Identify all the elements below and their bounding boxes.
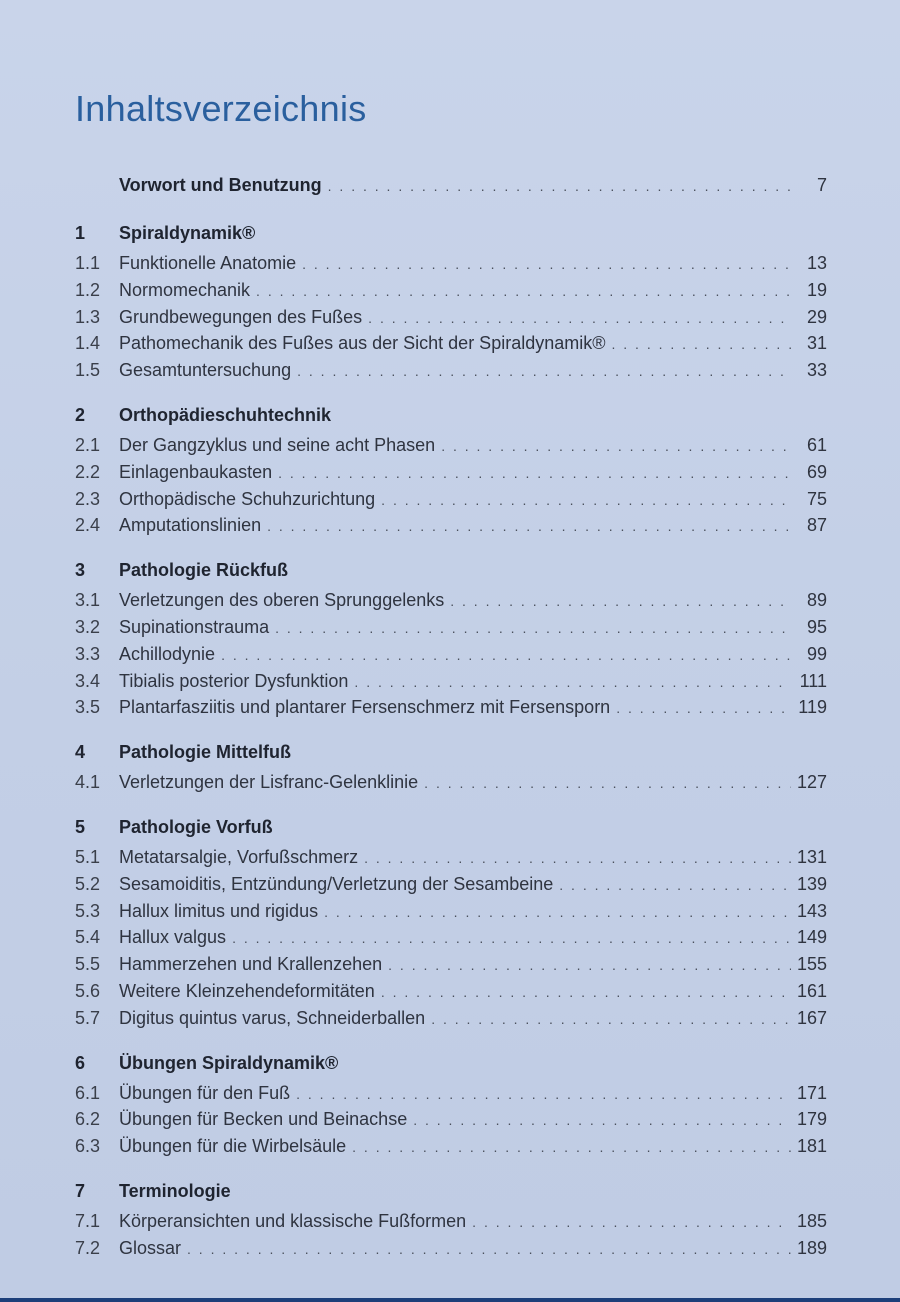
toc-entry-title: Pathomechanik des Fußes aus der Sicht der Spiraldynamik® xyxy=(119,333,606,354)
toc-page-number: 131 xyxy=(796,846,827,867)
toc-entry-number: 2.4 xyxy=(75,515,101,536)
toc-entry xyxy=(75,641,827,668)
toc-chapter-section xyxy=(75,814,827,1032)
toc-entry-title: Weitere Kleinzehendeformitäten xyxy=(119,980,375,1001)
toc-leader-dots xyxy=(616,695,791,722)
toc-entry xyxy=(75,512,827,539)
toc-chapter-heading xyxy=(75,402,827,432)
toc-entry xyxy=(75,951,827,978)
toc-entry-number: 5.2 xyxy=(75,873,101,894)
toc-entry xyxy=(75,769,827,796)
toc-entry-number: 5.6 xyxy=(75,980,101,1001)
toc-chapter-section xyxy=(75,739,827,796)
toc-entry-title: Glossar xyxy=(119,1237,182,1258)
toc-chapter-title: Pathologie Vorfuß xyxy=(119,816,273,837)
toc-entry-number: 5.7 xyxy=(75,1007,101,1028)
toc-entry-number: 1.5 xyxy=(75,360,101,381)
toc-leader-dots xyxy=(297,358,791,385)
toc-page-number: 179 xyxy=(796,1109,827,1130)
toc-page-number: 89 xyxy=(806,590,827,611)
toc-entry-title: Metatarsalgie, Vorfußschmerz xyxy=(119,846,359,867)
toc-entry-number: 3.1 xyxy=(75,590,101,611)
toc-entry-number: 6.1 xyxy=(75,1082,101,1103)
toc-entry-number: 7.1 xyxy=(75,1210,101,1231)
toc-entry-number: 2.2 xyxy=(75,461,101,482)
toc-page-number: 19 xyxy=(806,279,827,300)
toc-page-number: 29 xyxy=(806,306,827,327)
toc-entry-number: 1.2 xyxy=(75,279,101,300)
toc-entry-title: Der Gangzyklus und seine acht Phasen xyxy=(119,434,436,455)
toc-entry xyxy=(75,250,827,277)
toc-chapter-heading xyxy=(75,1050,827,1080)
toc-page-number: 185 xyxy=(796,1210,827,1231)
toc-chapter-number: 5 xyxy=(75,816,86,837)
toc-page-number: 99 xyxy=(806,643,827,664)
toc-page-number: 87 xyxy=(806,515,827,536)
toc-entry-number: 5.1 xyxy=(75,846,101,867)
toc-leader-dots xyxy=(431,1006,791,1033)
toc-entry-title: Digitus quintus varus, Schneiderballen xyxy=(119,1007,426,1028)
toc-leader-dots xyxy=(472,1209,791,1236)
toc-entry-title: Grundbewegungen des Fußes xyxy=(119,306,363,327)
toc-chapter-title: Pathologie Rückfuß xyxy=(119,560,289,581)
toc-chapter-title: Terminologie xyxy=(119,1180,231,1201)
page-edge xyxy=(0,1298,900,1302)
toc-page-number: 75 xyxy=(806,488,827,509)
toc-leader-dots xyxy=(352,1134,791,1161)
toc-leader-dots xyxy=(424,770,791,797)
toc-page-number: 111 xyxy=(799,670,827,691)
toc-label: Vorwort und Benutzung xyxy=(119,175,322,195)
toc-chapter-section xyxy=(75,1050,827,1160)
toc-leader-dots xyxy=(368,305,791,332)
toc-chapter-heading xyxy=(75,1178,827,1208)
toc-chapter-section xyxy=(75,220,827,384)
toc-page-number: 7 xyxy=(816,175,827,195)
toc-leader-dots xyxy=(256,278,791,305)
toc-page-number: 171 xyxy=(796,1082,827,1103)
toc-entry xyxy=(75,668,827,695)
toc-entry-title: Hallux valgus xyxy=(119,927,227,948)
toc-leader-dots xyxy=(187,1236,791,1263)
toc-entry-number: 2.3 xyxy=(75,488,101,509)
toc-leader-dots xyxy=(413,1107,791,1134)
toc-entry-number: 3.4 xyxy=(75,670,101,691)
page-title: Inhaltsverzeichnis xyxy=(75,88,367,129)
toc-entry-number: 4.1 xyxy=(75,772,101,793)
toc-chapter-title: Übungen Spiraldynamik® xyxy=(119,1052,339,1073)
toc-leader-dots xyxy=(232,925,791,952)
toc-entry-number: 2.1 xyxy=(75,434,101,455)
toc-entry xyxy=(75,587,827,614)
toc-page-number: 119 xyxy=(798,697,827,718)
toc-page-number: 127 xyxy=(796,772,827,793)
toc-entry-title: Einlagenbaukasten xyxy=(119,461,273,482)
toc-chapter-number: 6 xyxy=(75,1052,86,1073)
toc-page-number: 167 xyxy=(796,1007,827,1028)
toc-leader-dots xyxy=(559,872,791,899)
toc-leader-dots xyxy=(278,460,791,487)
toc-leader-dots xyxy=(302,251,791,278)
toc-preface-section xyxy=(75,172,827,202)
toc-entry-title: Hammerzehen und Krallenzehen xyxy=(119,954,383,975)
toc-page-number: 33 xyxy=(806,360,827,381)
toc-leader-dots xyxy=(450,588,791,615)
toc-leader-dots xyxy=(275,615,791,642)
toc-entry-number: 3.5 xyxy=(75,697,101,718)
toc-entry-title: Sesamoiditis, Entzündung/Verletzung der Sesambeine xyxy=(119,873,554,894)
toc-chapter-number: 7 xyxy=(75,1180,86,1201)
toc-entry xyxy=(75,277,827,304)
toc-entry xyxy=(75,1208,827,1235)
toc-entry xyxy=(75,694,827,721)
toc-leader-dots xyxy=(381,979,791,1006)
toc-page-number: 95 xyxy=(806,616,827,637)
toc-page-number: 69 xyxy=(806,461,827,482)
toc-page-number: 149 xyxy=(796,927,827,948)
toc-entry-title: Hallux limitus und rigidus xyxy=(119,900,319,921)
toc-chapter-heading xyxy=(75,557,827,587)
toc-page-number: 143 xyxy=(796,900,827,921)
toc-leader-dots xyxy=(612,331,792,358)
toc-entry-title: Verletzungen der Lisfranc-Gelenklinie xyxy=(119,772,419,793)
toc-chapter-heading xyxy=(75,220,827,250)
toc-entry xyxy=(75,486,827,513)
toc-entry xyxy=(75,1235,827,1262)
toc-entry-title: Tibialis posterior Dysfunktion xyxy=(119,670,349,691)
toc-entry xyxy=(75,357,827,384)
toc-entry-number: 7.2 xyxy=(75,1237,101,1258)
toc-chapter-heading xyxy=(75,814,827,844)
toc-chapter-section xyxy=(75,402,827,539)
toc-entry-number: 6.2 xyxy=(75,1109,101,1130)
toc-entry xyxy=(75,330,827,357)
toc-leader-dots xyxy=(388,952,791,979)
toc-chapter-section xyxy=(75,557,827,721)
toc-preface-row xyxy=(75,172,827,202)
toc-chapter-title: Pathologie Mittelfuß xyxy=(119,742,291,763)
toc-chapter-title: Spiraldynamik® xyxy=(119,223,256,243)
toc-leader-dots xyxy=(381,487,791,514)
toc-entry-number: 5.3 xyxy=(75,900,101,921)
toc-entry xyxy=(75,844,827,871)
toc-entry xyxy=(75,978,827,1005)
toc-leader-dots xyxy=(328,173,791,200)
toc-entry-number: 5.5 xyxy=(75,954,101,975)
toc-page-number: 181 xyxy=(796,1136,827,1157)
toc-entry-number: 1.4 xyxy=(75,333,101,354)
toc-entry-title: Körperansichten und klassische Fußformen xyxy=(119,1210,467,1231)
toc-entry-number: 1.1 xyxy=(75,253,101,273)
toc-leader-dots xyxy=(267,513,791,540)
toc-entry-title: Übungen für den Fuß xyxy=(119,1082,291,1103)
toc-entry-number: 6.3 xyxy=(75,1136,101,1157)
toc-entry xyxy=(75,459,827,486)
toc-entry-title: Verletzungen des oberen Sprunggelenks xyxy=(119,590,445,611)
toc-chapter-heading xyxy=(75,739,827,769)
toc-entry-number: 3.3 xyxy=(75,643,101,664)
toc-entry-title: Funktionelle Anatomie xyxy=(119,253,297,273)
toc-chapter-title: Orthopädieschuhtechnik xyxy=(119,404,332,425)
toc-entry-title: Plantarfasziitis und plantarer Fersenschmerz mit Fersensporn xyxy=(119,697,611,718)
toc-entry-title: Achillodynie xyxy=(119,643,216,664)
toc-page-number: 155 xyxy=(796,954,827,975)
toc-entry-number: 3.2 xyxy=(75,616,101,637)
toc-leader-dots xyxy=(364,845,791,872)
toc-page-number: 13 xyxy=(806,253,827,273)
toc-page-number: 161 xyxy=(796,980,827,1001)
toc-entry xyxy=(75,924,827,951)
toc-entry xyxy=(75,1133,827,1160)
toc-chapter-number: 3 xyxy=(75,560,86,581)
toc-entry-title: Amputationslinien xyxy=(119,515,262,536)
toc-leader-dots xyxy=(296,1081,791,1108)
toc-page-number: 31 xyxy=(806,333,827,354)
toc-entry xyxy=(75,1005,827,1032)
toc-leader-dots xyxy=(324,899,791,926)
toc-entry xyxy=(75,432,827,459)
toc-entry-title: Übungen für Becken und Beinachse xyxy=(119,1109,408,1130)
toc-leader-dots xyxy=(221,642,791,669)
toc-entry xyxy=(75,304,827,331)
toc-entry xyxy=(75,898,827,925)
toc-entry-title: Übungen für die Wirbelsäule xyxy=(119,1136,347,1157)
toc-leader-dots xyxy=(441,433,791,460)
toc-entry-title: Orthopädische Schuhzurichtung xyxy=(119,488,376,509)
toc-entry-number: 1.3 xyxy=(75,306,101,327)
toc-entry-title: Gesamtuntersuchung xyxy=(119,360,292,381)
toc-chapter-number: 2 xyxy=(75,404,86,425)
toc-chapter-number: 1 xyxy=(75,223,86,243)
table-of-contents xyxy=(75,172,827,1280)
toc-leader-dots xyxy=(354,669,791,696)
toc-entry xyxy=(75,1080,827,1107)
toc-entry-title: Supinationstrauma xyxy=(119,616,270,637)
toc-chapter-section xyxy=(75,1178,827,1262)
toc-chapter-number: 4 xyxy=(75,742,86,763)
toc-entry xyxy=(75,871,827,898)
toc-page-number: 61 xyxy=(806,434,827,455)
toc-entry-number: 5.4 xyxy=(75,927,101,948)
toc-page-number: 139 xyxy=(796,873,827,894)
toc-entry-title: Normomechanik xyxy=(119,279,251,300)
toc-entry xyxy=(75,1106,827,1133)
toc-page-number: 189 xyxy=(796,1237,827,1258)
toc-entry xyxy=(75,614,827,641)
